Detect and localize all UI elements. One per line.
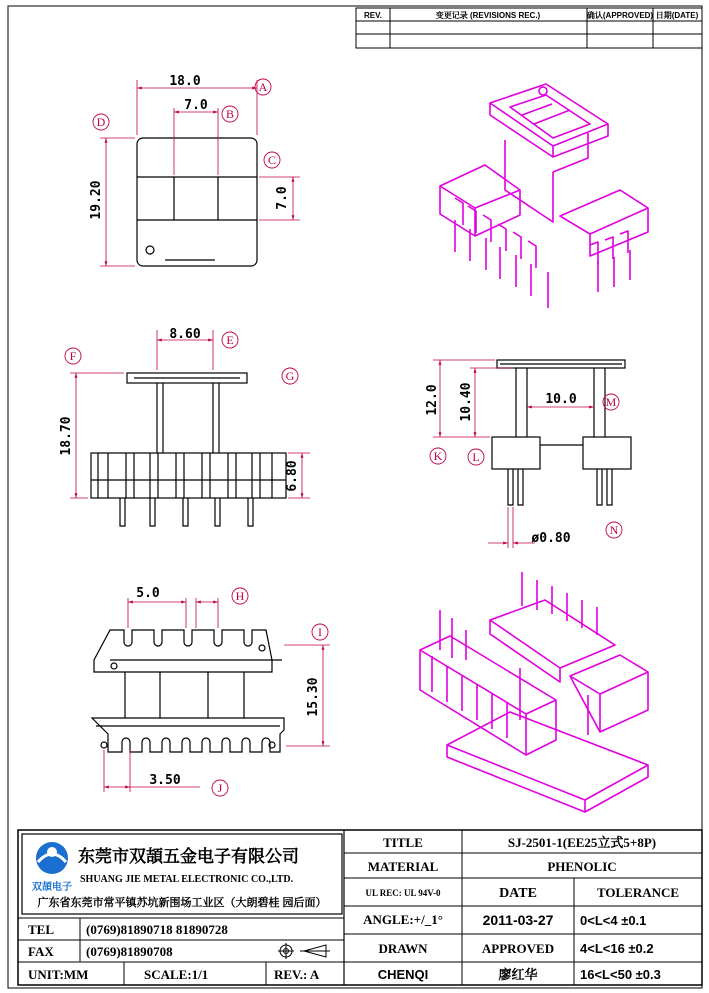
title-value: SJ-2501-1(EE25立式5+8P) bbox=[507, 835, 657, 850]
projection-symbol-icon bbox=[278, 943, 330, 959]
tel-value: (0769)81890718 81890728 bbox=[86, 922, 228, 937]
fax-value: (0769)81890708 bbox=[86, 944, 173, 959]
company-name-en: SHUANG JIE METAL ELECTRONIC CO.,LTD. bbox=[80, 874, 294, 885]
tolerance-row-2: 4<L<16 ±0.2 bbox=[580, 941, 654, 956]
label-f: F bbox=[69, 349, 77, 363]
dim-bottom-pitch2: 3.50 bbox=[149, 773, 181, 788]
label-b: B bbox=[225, 107, 235, 121]
ul-rec-field: UL REC: UL 94V-0 bbox=[365, 888, 441, 898]
approved-by: 廖红华 bbox=[498, 967, 538, 982]
title-label: TITLE bbox=[383, 835, 423, 850]
label-k: K bbox=[433, 449, 443, 463]
rev-header: REV. bbox=[364, 11, 382, 20]
material-value: PHENOLIC bbox=[547, 859, 617, 874]
label-n: N bbox=[609, 523, 619, 537]
label-c: C bbox=[267, 153, 277, 167]
company-address: 广东省东莞市常平镇苏坑新围场工业区（大朗碧桂 园后面） bbox=[37, 897, 327, 909]
front-view bbox=[91, 373, 286, 526]
company-name-cn: 东莞市双頡五金电子有限公司 bbox=[78, 847, 299, 866]
label-j: J bbox=[217, 781, 223, 795]
label-h: H bbox=[235, 589, 245, 603]
front-view-dims bbox=[70, 330, 310, 498]
tolerance-row-3: 16<L<50 ±0.3 bbox=[580, 967, 661, 982]
bottom-view-dims bbox=[104, 598, 330, 792]
fax-label: FAX bbox=[28, 944, 54, 959]
tolerance-row-1: 0<L<4 ±0.1 bbox=[580, 913, 647, 928]
side-view-dims bbox=[433, 360, 594, 548]
material-label: MATERIAL bbox=[367, 859, 439, 874]
dim-side-inner: 10.40 bbox=[459, 382, 474, 422]
dim-top-height: 19.20 bbox=[89, 180, 104, 220]
top-view bbox=[137, 138, 257, 266]
label-l: L bbox=[472, 450, 480, 464]
dim-bottom-height: 15.30 bbox=[306, 677, 321, 717]
logo-text: 双頡电子 bbox=[32, 882, 72, 893]
iso-view-bottom bbox=[420, 572, 648, 812]
dim-top-width: 18.0 bbox=[169, 74, 201, 89]
company-logo bbox=[32, 842, 72, 893]
changes-header: 变更记录 (REVISIONS REC.) bbox=[435, 11, 541, 20]
approved-header: 确认(APPROVED) bbox=[586, 11, 654, 20]
dim-top-inner: 7.0 bbox=[184, 98, 208, 113]
drawn-by: CHENQI bbox=[377, 967, 429, 982]
side-view bbox=[492, 360, 631, 505]
tel-label: TEL bbox=[28, 922, 55, 937]
label-e: E bbox=[226, 333, 234, 347]
angle-tolerance: ANGLE:+/_1° bbox=[363, 912, 443, 927]
label-m: M bbox=[605, 395, 617, 409]
tolerance-label: TOLERANCE bbox=[596, 885, 680, 900]
unit-field: UNIT:MM bbox=[28, 967, 89, 982]
iso-view-top bbox=[440, 84, 648, 308]
dim-pin-diameter: ø0.80 bbox=[531, 531, 571, 546]
label-g: G bbox=[285, 369, 295, 383]
label-d: D bbox=[96, 115, 106, 129]
revision-table bbox=[356, 8, 702, 48]
rev-field: REV.: A bbox=[274, 967, 320, 982]
dim-top-right: 7.0 bbox=[275, 186, 290, 210]
date-header: 日期(DATE) bbox=[655, 11, 699, 20]
scale-field: SCALE:1/1 bbox=[144, 967, 209, 982]
date-value: 2011-03-27 bbox=[482, 912, 554, 928]
bottom-view bbox=[92, 630, 284, 752]
dim-side-height: 12.0 bbox=[425, 384, 440, 416]
approved-label: APPROVED bbox=[481, 941, 555, 956]
dim-front-height: 18.70 bbox=[59, 416, 74, 456]
label-a: A bbox=[258, 80, 268, 94]
label-i: I bbox=[318, 625, 322, 639]
drawn-label: DRAWN bbox=[378, 941, 428, 956]
dim-side-width: 10.0 bbox=[545, 392, 577, 407]
dim-bottom-pitch: 5.0 bbox=[136, 586, 160, 601]
dim-front-base: 6.80 bbox=[285, 460, 300, 492]
dim-front-top: 8.60 bbox=[169, 327, 201, 342]
date-label: DATE bbox=[499, 886, 537, 901]
